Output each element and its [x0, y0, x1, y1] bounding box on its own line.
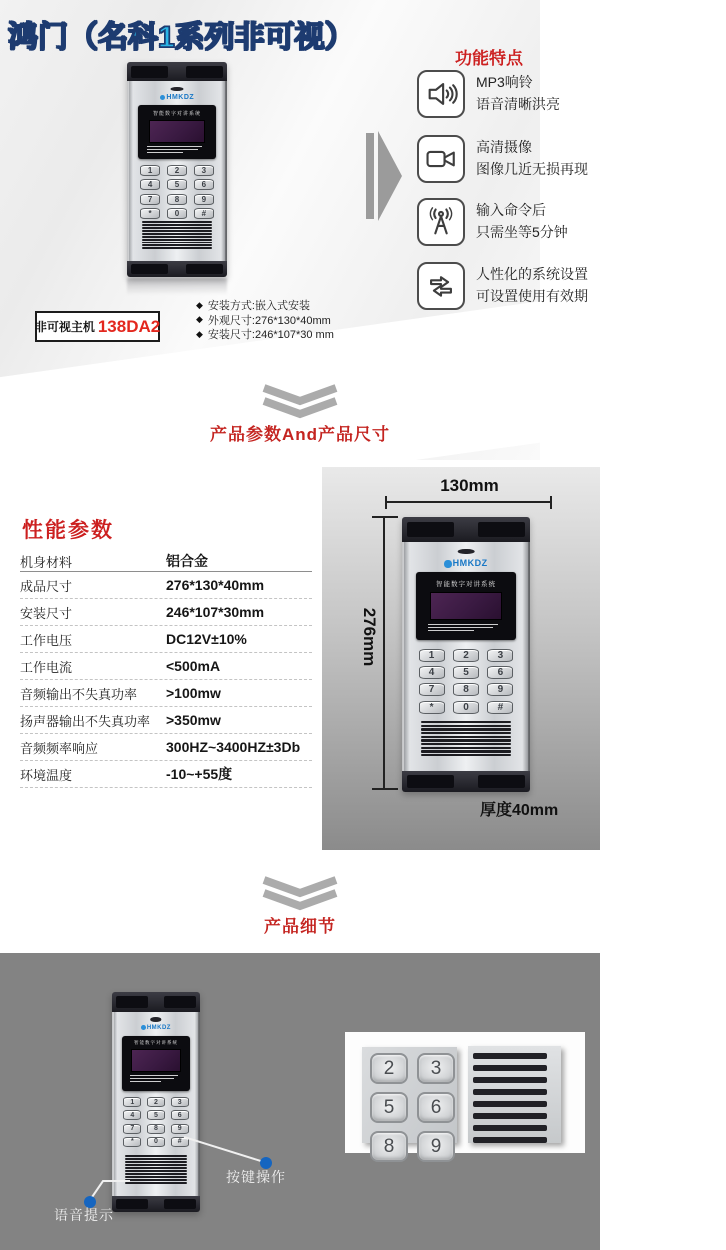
keypad-key: 3 — [487, 649, 513, 662]
feature-item — [417, 262, 588, 310]
keypad-key: 6 — [487, 666, 513, 679]
keypad-key: 9 — [487, 683, 513, 696]
spec-label: 音频输出不失真功率 — [20, 686, 138, 702]
brand-logo: HMKDZ — [402, 558, 530, 568]
spec-row — [20, 551, 312, 572]
grille-bar — [421, 725, 511, 727]
feature-line1: MP3响铃 — [476, 74, 533, 90]
callout-voice-label: 语音提示 — [54, 1207, 114, 1223]
install-bullet-text: 安装方式:嵌入式安装 — [207, 300, 310, 313]
speaker-grille — [421, 721, 511, 757]
feature-item — [417, 198, 568, 246]
keypad-key: 0 — [453, 701, 479, 714]
device-face — [402, 542, 530, 772]
spec-label: 成品尺寸 — [20, 578, 73, 594]
keypad-key: 2 — [147, 1097, 165, 1107]
diamond-bullet-icon: ◆ — [196, 299, 203, 310]
keypad-key: 6 — [171, 1110, 189, 1120]
device-display — [138, 105, 216, 159]
spec-row — [20, 599, 312, 626]
grille-bar — [142, 230, 212, 232]
spec-value: 300HZ~3400HZ±3Db — [166, 739, 301, 755]
height-dimension-label: 276mm — [360, 607, 379, 667]
diamond-bullet-icon: ◆ — [196, 328, 203, 339]
right-arrow-icon — [378, 131, 402, 221]
device-bottom-cap — [402, 771, 530, 792]
install-bullet-list — [196, 298, 334, 342]
keypad-closeup-image — [362, 1047, 457, 1157]
closeup-grille-bar — [473, 1053, 547, 1059]
keypad-key: 1 — [140, 165, 160, 176]
display-title: 智能数字对讲系统 — [435, 580, 496, 588]
keypad-key: 7 — [140, 194, 160, 205]
device-face — [127, 81, 227, 261]
specs-heading: 性能参数 — [22, 519, 114, 542]
grille-closeup-image — [468, 1046, 561, 1143]
device-keypad — [419, 649, 514, 711]
feature-line1: 高清摄像 — [476, 139, 532, 155]
keypad-key: 0 — [167, 208, 187, 219]
keypad-key: * — [140, 208, 160, 219]
keypad-key: 4 — [419, 666, 445, 679]
spec-row — [20, 626, 312, 653]
keypad-key: 9 — [194, 194, 214, 205]
keypad-key: 3 — [194, 165, 214, 176]
display-instructions — [147, 146, 206, 153]
keypad-key: * — [123, 1137, 141, 1147]
grille-bar — [421, 732, 511, 734]
height-dimension-line — [383, 516, 385, 790]
down-chevrons-icon — [262, 878, 338, 912]
closeup-grille-bar — [473, 1101, 547, 1107]
spec-label: 安装尺寸 — [20, 605, 73, 621]
keypad-key: 5 — [167, 179, 187, 190]
spec-row — [20, 653, 312, 680]
section-label-details: 产品细节 — [264, 917, 336, 936]
keypad-key: 2 — [167, 165, 187, 176]
keypad-key: 8 — [147, 1124, 165, 1134]
diamond-bullet-icon: ◆ — [196, 314, 203, 325]
grille-bar — [142, 236, 212, 238]
intercom-device — [402, 517, 530, 792]
closeup-grille-bar — [473, 1137, 547, 1143]
grille-bar — [421, 750, 511, 752]
grille-bar — [142, 242, 212, 244]
feature-item — [417, 70, 560, 118]
brand-logo: HMKDZ — [127, 94, 227, 101]
keypad-key: 3 — [171, 1097, 189, 1107]
install-bullet — [196, 298, 334, 313]
spec-value: -10~+55度 — [166, 766, 233, 782]
model-label-text: 非可视主机 — [34, 320, 95, 334]
spec-label: 扬声器输出不失真功率 — [20, 713, 151, 729]
camera-icon — [417, 135, 465, 183]
feature-line1: 人性化的系统设置 — [476, 266, 588, 282]
keypad-key: 8 — [453, 683, 479, 696]
device-top-cap — [402, 517, 530, 542]
spec-row — [20, 734, 312, 761]
closeup-key: 5 — [370, 1092, 408, 1123]
lcd-screen — [430, 592, 502, 620]
grille-bar — [421, 754, 511, 756]
keypad-key: 5 — [453, 666, 479, 679]
spec-label: 工作电压 — [20, 632, 73, 648]
spec-table — [20, 551, 312, 788]
device-top-cap — [127, 62, 227, 81]
closeup-grille-bar — [473, 1125, 547, 1131]
feature-line2: 只需坐等5分钟 — [476, 224, 568, 240]
grille-bar — [421, 743, 511, 745]
keypad-key: # — [194, 208, 214, 219]
closeup-key: 8 — [370, 1131, 408, 1162]
grille-bar — [142, 221, 212, 223]
install-bullet-text: 外观尺寸:276*130*40mm — [207, 314, 331, 327]
spec-label: 工作电流 — [20, 659, 73, 675]
spec-value: 246*107*30mm — [166, 604, 265, 620]
closeup-grille-bar — [473, 1065, 547, 1071]
feature-line2: 语音清晰洪亮 — [476, 96, 560, 112]
feature-item — [417, 135, 588, 183]
keypad-key: 6 — [194, 179, 214, 190]
speaker-grille — [142, 221, 212, 249]
detail-panel — [0, 953, 600, 1250]
grille-bar — [421, 747, 511, 749]
model-label-box — [35, 311, 160, 342]
grille-bar — [142, 244, 212, 246]
right-arrow-icon — [366, 133, 374, 219]
keypad-key: 9 — [171, 1124, 189, 1134]
spec-value: 276*130*40mm — [166, 577, 265, 593]
detail-image-frame — [345, 1032, 585, 1157]
spec-label: 环境温度 — [20, 767, 73, 783]
brand-logo: HMKDZ — [112, 1025, 200, 1031]
closeup-key: 3 — [417, 1053, 455, 1084]
display-title: 智能数字对讲系统 — [152, 111, 201, 118]
feature-text — [476, 198, 568, 246]
grille-bar — [421, 721, 511, 723]
lcd-screen — [149, 120, 206, 142]
spec-value: >350mw — [166, 712, 221, 728]
spec-value: <500mA — [166, 658, 221, 674]
keypad-key: 1 — [419, 649, 445, 662]
callout-keys-label: 按键操作 — [226, 1169, 286, 1185]
keypad-key: 7 — [123, 1124, 141, 1134]
antenna-icon — [417, 198, 465, 246]
speaker-icon — [417, 70, 465, 118]
device-sensor — [458, 549, 475, 555]
spec-row — [20, 680, 312, 707]
keypad-key: 4 — [140, 179, 160, 190]
spec-row — [20, 572, 312, 599]
install-bullet — [196, 313, 334, 328]
grille-bar — [142, 224, 212, 226]
keypad-key: 5 — [147, 1110, 165, 1120]
feature-text — [476, 135, 588, 183]
section-label-params: 产品参数And产品尺寸 — [209, 425, 391, 444]
device-sensor — [171, 87, 184, 91]
spec-value: DC12V±10% — [166, 631, 247, 647]
keypad-key: # — [171, 1137, 189, 1147]
grille-bar — [421, 728, 511, 730]
spec-label: 音频频率响应 — [20, 740, 99, 756]
device-display — [416, 572, 516, 641]
keypad-key: 1 — [123, 1097, 141, 1107]
grille-bar — [421, 739, 511, 741]
keypad-key: 0 — [147, 1137, 165, 1147]
intercom-device — [127, 62, 227, 277]
depth-dimension-label: 厚度40mm — [480, 802, 559, 819]
install-bullet — [196, 327, 334, 342]
feature-line1: 输入命令后 — [476, 202, 546, 218]
device-reflection — [127, 278, 227, 295]
feature-text — [476, 70, 560, 118]
feature-line2: 图像几近无损再现 — [476, 161, 588, 177]
features-heading: 功能特点 — [455, 49, 523, 68]
keypad-key: * — [419, 701, 445, 714]
display-title: 智能数字对讲系统 — [133, 1040, 178, 1046]
dimension-panel — [322, 467, 600, 850]
keypad-key: 2 — [453, 649, 479, 662]
spec-value: >100mw — [166, 685, 221, 701]
closeup-key: 2 — [370, 1053, 408, 1084]
closeup-grille-bar — [473, 1077, 547, 1083]
device-keypad — [140, 165, 214, 218]
grille-bar — [421, 736, 511, 738]
spec-value: 铝合金 — [166, 553, 208, 569]
keypad-key: 7 — [419, 683, 445, 696]
display-instructions — [428, 624, 504, 631]
closeup-grille-bar — [473, 1089, 547, 1095]
keypad-key: # — [487, 701, 513, 714]
device-bottom-cap — [127, 261, 227, 277]
transfer-arrows-icon — [417, 262, 465, 310]
width-dimension-label: 130mm — [440, 476, 499, 495]
spec-row — [20, 761, 312, 788]
closeup-key: 9 — [417, 1131, 455, 1162]
keypad-key: 4 — [123, 1110, 141, 1120]
spec-row — [20, 707, 312, 734]
feature-text — [476, 262, 588, 310]
width-dimension-line — [385, 501, 552, 503]
grille-bar — [142, 239, 212, 241]
down-chevrons-icon — [262, 386, 338, 420]
closeup-grille-bar — [473, 1113, 547, 1119]
keypad-key: 8 — [167, 194, 187, 205]
spec-label: 机身材料 — [20, 554, 73, 570]
page-title: 鸿门（名科1系列非可视） — [8, 21, 355, 54]
grille-bar — [142, 227, 212, 229]
feature-line2: 可设置使用有效期 — [476, 288, 588, 304]
grille-bar — [142, 233, 212, 235]
logo-dot-icon — [160, 95, 166, 101]
grille-bar — [142, 247, 212, 249]
closeup-key: 6 — [417, 1092, 455, 1123]
install-bullet-text: 安装尺寸:246*107*30 mm — [207, 329, 334, 342]
model-number: 138DA2 — [97, 316, 161, 336]
logo-dot-icon — [444, 560, 451, 567]
